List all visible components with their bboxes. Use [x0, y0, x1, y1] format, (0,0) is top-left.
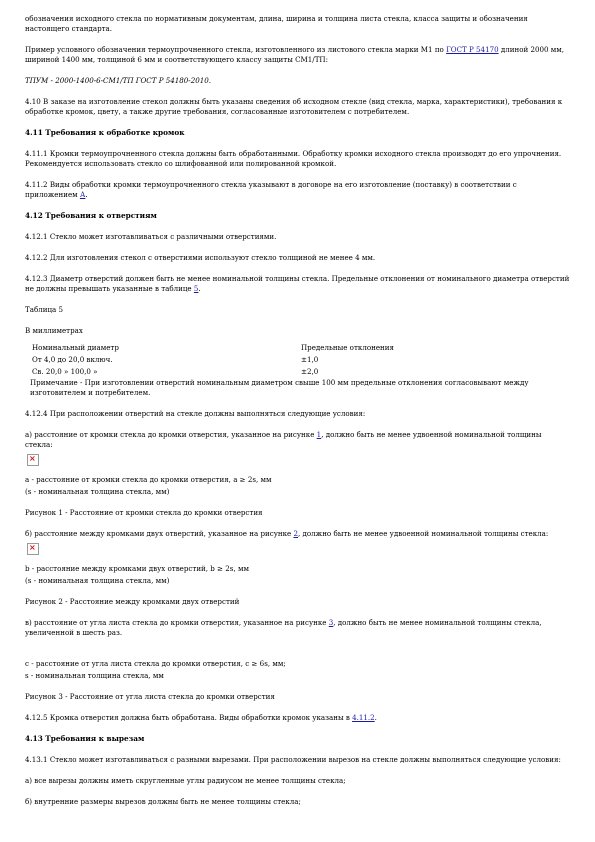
table-cell: ±1,0 — [301, 355, 319, 364]
paragraph-4-12-1: 4.12.1 Стекло может изготавливаться с различными отверстиями. — [25, 232, 277, 241]
table-header-cell: Предельные отклонения — [301, 343, 394, 352]
figure-2-caption: Рисунок 2 - Расстояние между кромками двух отверстий — [25, 597, 240, 606]
document-page — [25, 14, 570, 818]
table-cell: Св. 20,0 » 100,0 » — [32, 367, 98, 376]
paragraph-condition-a: а) расстояние от кромки стекла до кромки отверстия, указанное на рисунке 1, должно быть не менее удвоенной номинальной толщины стекла: — [25, 430, 542, 449]
paragraph-condition-b: б) расстояние между кромками двух отверстий, указанное на рисунке 2, должно быть не менее удвоенной номинальной толщины стекла: — [25, 529, 549, 538]
figure-2-legend-2: (s - номинальная толщина стекла, мм) — [25, 576, 170, 585]
table-row — [30, 366, 565, 378]
paragraph-4-11-2: 4.11.2 Виды обработки кромки термоупрочненного стекла указывают в договоре на его изготовление (поставку) в соответствии с приложением А. — [25, 180, 517, 199]
figure-3-caption: Рисунок 3 - Расстояние от угла листа стекла до кромки отверстия — [25, 692, 275, 701]
broken-image-icon: × — [29, 543, 36, 552]
figure-3-space — [25, 649, 570, 659]
link-appendix-a[interactable]: А — [79, 190, 86, 199]
paragraph-condition-v: в) расстояние от угла листа стекла до кромки отверстия, указанное на рисунке 3, должно быть не менее номинальной толщины стекла, увеличенной в шесть раз. — [25, 618, 542, 637]
link-section-4-11-2[interactable]: 4.11.2 — [352, 713, 375, 722]
broken-image-icon: × — [29, 454, 36, 463]
figure-2-legend-1: b - расстояние между кромками двух отверстий, b ≥ 2s, мм — [25, 564, 249, 573]
figure-3-legend-2: s - номинальная толщина стекла, мм — [25, 671, 164, 680]
figure-1-legend-2: (s - номинальная толщина стекла, мм) — [25, 487, 170, 496]
table-note: Примечание - При изготовлении отверстий номинальным диаметром свыше 100 мм предельные отклонения согласовывают между изготовителем и потребителем. — [30, 378, 529, 397]
paragraph-4-12-4: 4.12.4 При расположении отверстий на стекле должны выполняться следующие условия: — [25, 409, 366, 418]
figure-1-legend-1: a - расстояние от кромки стекла до кромки отверстия, a ≥ 2s, мм — [25, 475, 272, 484]
link-table-5[interactable]: 5 — [193, 284, 199, 293]
figure-1-caption: Рисунок 1 - Расстояние от кромки стекла до кромки отверстия — [25, 508, 263, 517]
table-header-row — [30, 342, 565, 354]
figure-1-broken-image — [27, 454, 39, 466]
paragraph-cutout-a: а) все вырезы должны иметь скругленные углы радиусом не менее толщины стекла; — [25, 776, 346, 785]
heading-4-11: 4.11 Требования к обработке кромок — [25, 128, 185, 137]
table-units: В миллиметрах — [25, 326, 83, 335]
paragraph-cutout-b: б) внутренние размеры вырезов должны быть не менее толщины стекла; — [25, 797, 301, 806]
paragraph-4-10: 4.10 В заказе на изготовление стекол должны быть указаны сведения об исходном стекле (вид стекла, марка, характеристики), требования к обработке кромок, цвету, а также другие требования, согласованные изготовителем с потребителем. — [25, 97, 563, 116]
paragraph-4-12-3: 4.12.3 Диаметр отверстий должен быть не менее номинальной толщины стекла. Предельные отклонения от номинального диаметра отверстий не должны превышать указанные в таблице 5. — [25, 274, 570, 293]
table-caption: Таблица 5 — [25, 305, 64, 314]
paragraph-4-11-1: 4.11.1 Кромки термоупрочненного стекла должны быть обработанными. Обработку кромки исходного стекла производят до его упрочнения. Рекомендуется использовать стекло со шлифованной или полированной кромкой. — [25, 149, 562, 168]
heading-4-12: 4.12 Требования к отверстиям — [25, 211, 157, 220]
figure-3-legend-1: c - расстояние от угла листа стекла до кромки отверстия, c ≥ 6s, мм; — [25, 659, 286, 668]
link-figure-2[interactable]: 2 — [293, 529, 299, 538]
link-figure-1[interactable]: 1 — [316, 430, 322, 439]
figure-2-broken-image — [27, 543, 39, 555]
table-header-cell: Номинальный диаметр — [32, 343, 119, 352]
link-gost-54170[interactable]: ГОСТ Р 54170 — [446, 45, 499, 54]
table-cell: От 4,0 до 20,0 включ. — [32, 355, 113, 364]
tolerance-table — [30, 342, 565, 378]
heading-4-13: 4.13 Требования к вырезам — [25, 734, 145, 743]
table-cell: ±2,0 — [301, 367, 319, 376]
table-row — [30, 354, 565, 366]
paragraph-example: Пример условного обозначения термоупрочненного стекла, изготовленного из листового стекла марки М1 по ГОСТ Р 54170 длиной 2000 мм, шириной 1400 мм, толщиной 6 мм и соответствующего классу защиты СМ1/ТП: — [25, 45, 565, 64]
paragraph-example-code: ТПУМ - 2000-1400-6-СМ1/ТП ГОСТ Р 54180-2010. — [25, 76, 212, 85]
paragraph-designation: обозначения исходного стекла по нормативным документам, длина, ширина и толщина листа стекла, класса защиты и обозначения настоящего стандарта. — [25, 14, 528, 33]
link-figure-3[interactable]: 3 — [328, 618, 334, 627]
paragraph-4-12-2: 4.12.2 Для изготовления стекол с отверстиями используют стекло толщиной не менее 4 мм. — [25, 253, 376, 262]
paragraph-4-13-1: 4.13.1 Стекло может изготавливаться с разными вырезами. При расположении вырезов на стекле должны выполняться следующие условия: — [25, 755, 561, 764]
paragraph-4-12-5: 4.12.5 Кромка отверстия должна быть обработана. Виды обработки кромок указаны в 4.11.2. — [25, 713, 377, 722]
